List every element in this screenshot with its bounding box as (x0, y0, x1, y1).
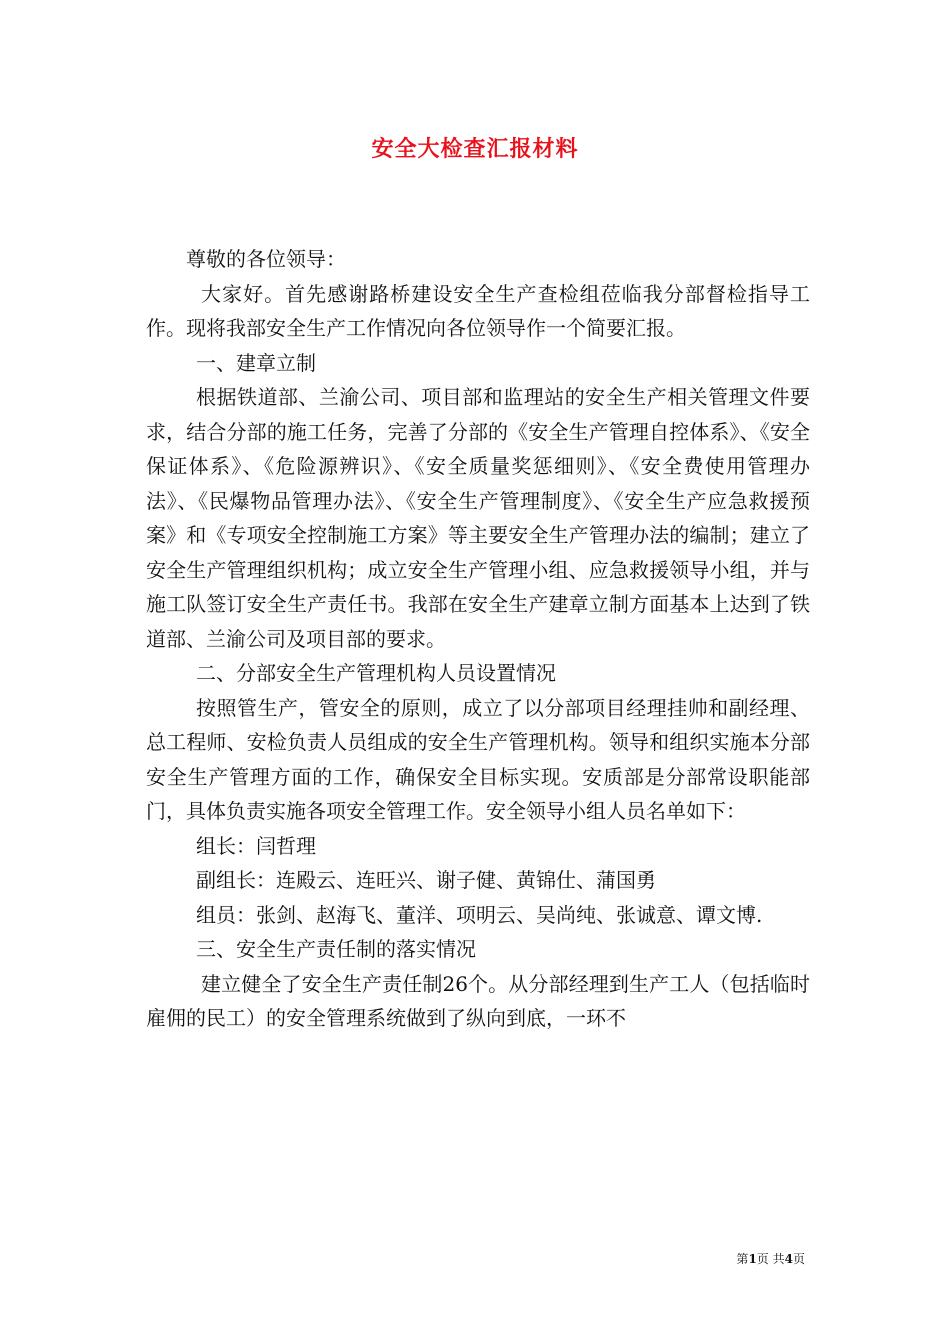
team-leader-line: 组长：闫哲理 (196, 833, 316, 858)
section-heading-1: 一、建章立制 (196, 350, 316, 375)
footer-page-number: 1 (748, 1252, 757, 1266)
paragraph-section-2: 按照管生产，管安全的原则，成立了以分部项目经理挂帅和副经理、总工程师、安检负责人员组成的安全生产管理机构。领导和组织实施本分部安全生产管理方面的工作，确保安全目标实现。安质部是分部常设职能部门，具体负责实施各项安全管理工作。安全领导小组人员名单如下： (146, 695, 810, 823)
salutation: 尊敬的各位领导： (186, 247, 346, 271)
paragraph-section-1: 根据铁道部、兰渝公司、项目部和监理站的安全生产相关管理文件要求，结合分部的施工任务，完善了分部的《安全生产管理自控体系》、《安全保证体系》、《危险源辨识》、《安全质量奖惩细则》、《安全费使用管理办法》、《民爆物品管理办法》、《安全生产管理制度》、《安全生产应急救援预案》和《专项安全控制施工方案》等主要安全生产管理办法的编制；建立了安全生产管理组织机构；成立安全生产管理小组、应急救援领导小组，并与施工队签订安全生产责任书。我部在安全生产建章立制方面基本上达到了铁道部、兰渝公司及项目部的要求。 (146, 385, 810, 651)
page-footer (736, 1250, 805, 1267)
footer-suffix: 页 (792, 1252, 805, 1266)
members-line: 组员：张剑、赵海飞、董洋、项明云、吴尚纯、张诚意、谭文博. (196, 902, 763, 927)
deputy-leaders-line: 副组长：连殿云、连旺兴、谢子健、黄锦仕、蒲国勇 (196, 868, 656, 892)
paragraph-section-3: 建立健全了安全生产责任制26个。从分部经理到生产工人（包括临时雇佣的民工）的安全管理系统做到了纵向到底，一环不 (146, 971, 810, 1030)
section-heading-3: 三、安全生产责任制的落实情况 (196, 937, 476, 961)
document-body (146, 242, 810, 1036)
document-title: 安全大检查汇报材料 (371, 136, 579, 162)
footer-middle: 页 共 (756, 1252, 785, 1266)
section-heading-2: 二、分部安全生产管理机构人员设置情况 (196, 661, 556, 685)
footer-prefix: 第 (736, 1252, 749, 1266)
paragraph-greeting: 大家好。首先感谢路桥建设安全生产查检组莅临我分部督检指导工作。现将我部安全生产工作情况向各位领导作一个简要汇报。 (146, 281, 810, 340)
footer-total-pages: 4 (784, 1252, 793, 1266)
